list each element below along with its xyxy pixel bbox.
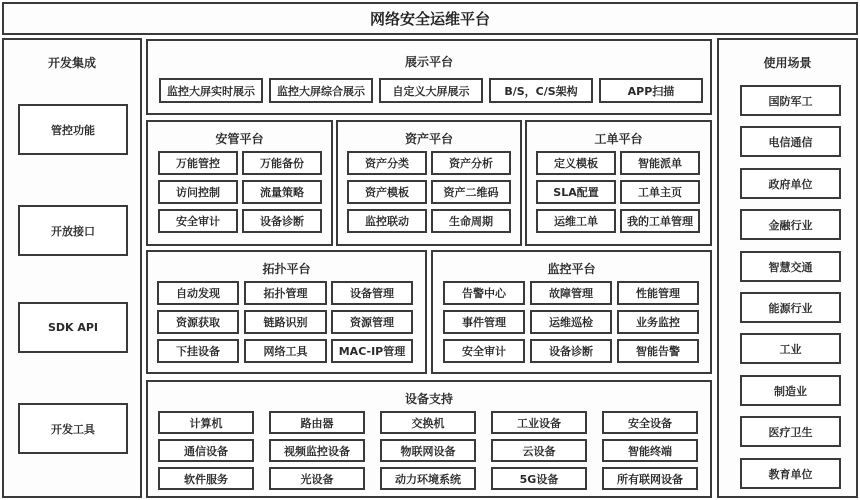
right-panel-title: 使用场景 bbox=[763, 56, 812, 70]
use-case-item[interactable] bbox=[740, 292, 841, 323]
use-case-item[interactable] bbox=[740, 209, 841, 240]
ticket-item[interactable] bbox=[620, 180, 700, 204]
monitor-item-label: 业务监控 bbox=[636, 316, 680, 329]
device-item[interactable] bbox=[602, 411, 698, 434]
use-case-label: 电信通信 bbox=[768, 135, 813, 149]
device-item-label: 云设备 bbox=[522, 444, 556, 458]
monitor-item-label: 告警中心 bbox=[462, 287, 506, 300]
ticket-item-label: 定义模板 bbox=[554, 157, 598, 170]
use-case-item[interactable] bbox=[740, 126, 841, 157]
monitor-item[interactable] bbox=[530, 281, 612, 305]
display-item[interactable] bbox=[489, 78, 593, 103]
monitor-item-label: 智能告警 bbox=[636, 345, 680, 358]
left-item-label: SDK API bbox=[47, 321, 99, 334]
device-item[interactable] bbox=[380, 411, 476, 434]
device-item-label: 所有联网设备 bbox=[617, 472, 683, 486]
use-case-label: 国防军工 bbox=[768, 94, 813, 108]
device-item[interactable] bbox=[602, 467, 698, 490]
use-case-item[interactable] bbox=[740, 251, 841, 282]
device-item[interactable] bbox=[380, 467, 476, 490]
device-item[interactable] bbox=[158, 411, 254, 434]
topology-item[interactable] bbox=[157, 339, 239, 363]
asset-item[interactable] bbox=[431, 151, 511, 175]
monitor-item[interactable] bbox=[443, 281, 525, 305]
topology-item-label: 资源获取 bbox=[176, 316, 220, 329]
monitor-item-label: 安全审计 bbox=[462, 345, 506, 358]
display-item[interactable] bbox=[269, 78, 373, 103]
topology-platform bbox=[146, 250, 427, 374]
security-item-label: 万能备份 bbox=[260, 157, 304, 170]
monitor-item[interactable] bbox=[617, 281, 699, 305]
device-item-label: 物联网设备 bbox=[400, 444, 456, 458]
page-title: 网络安全运维平台 bbox=[369, 10, 490, 28]
monitor-item[interactable] bbox=[617, 339, 699, 363]
display-item-label: 监控大屏综合展示 bbox=[277, 84, 365, 98]
security-item-label: 万能管控 bbox=[176, 157, 220, 170]
use-case-item[interactable] bbox=[740, 416, 841, 447]
security-item[interactable] bbox=[242, 209, 322, 233]
left-item-label: 开发工具 bbox=[51, 422, 95, 436]
device-item-label: 安全设备 bbox=[628, 416, 672, 430]
topology-item[interactable] bbox=[331, 281, 413, 305]
security-item[interactable] bbox=[158, 151, 238, 175]
monitor-item[interactable] bbox=[443, 339, 525, 363]
left-panel-dev-integration bbox=[2, 38, 142, 498]
use-case-label: 教育单位 bbox=[768, 467, 813, 481]
device-item-label: 计算机 bbox=[189, 416, 223, 430]
monitor-item-label: 事件管理 bbox=[462, 316, 506, 329]
ticket-platform bbox=[525, 120, 712, 246]
security-item-label: 安全审计 bbox=[176, 215, 220, 228]
device-item[interactable] bbox=[269, 439, 365, 462]
asset-item[interactable] bbox=[347, 151, 427, 175]
device-item-label: 通信设备 bbox=[184, 444, 228, 458]
asset-item[interactable] bbox=[347, 209, 427, 233]
ticket-item[interactable] bbox=[536, 180, 616, 204]
asset-platform-title: 资产平台 bbox=[404, 132, 453, 146]
asset-item-label: 生命周期 bbox=[449, 215, 493, 228]
device-item-label: 软件服务 bbox=[184, 472, 228, 486]
use-case-label: 工业 bbox=[779, 342, 802, 356]
use-case-item[interactable] bbox=[740, 375, 841, 406]
topology-item[interactable] bbox=[157, 310, 239, 334]
right-panel-use-cases bbox=[717, 38, 858, 498]
asset-item-label: 资产模板 bbox=[365, 186, 409, 199]
asset-item-label: 监控联动 bbox=[365, 215, 409, 228]
topology-item-label: MAC-IP管理 bbox=[338, 345, 406, 358]
device-item[interactable] bbox=[158, 439, 254, 462]
asset-item[interactable] bbox=[347, 180, 427, 204]
asset-item-label: 资产分类 bbox=[365, 157, 409, 170]
ticket-item[interactable] bbox=[536, 151, 616, 175]
display-item[interactable] bbox=[159, 78, 263, 103]
ticket-item-label: SLA配置 bbox=[553, 186, 599, 199]
monitor-platform bbox=[431, 250, 712, 374]
security-item[interactable] bbox=[158, 180, 238, 204]
ticket-item-label: 智能派单 bbox=[638, 157, 682, 170]
monitor-item-label: 运维巡检 bbox=[549, 316, 593, 329]
left-item-label: 开放接口 bbox=[51, 224, 95, 238]
display-item-label: 自定义大屏展示 bbox=[392, 84, 470, 98]
topology-platform-title: 拓扑平台 bbox=[262, 262, 311, 276]
asset-item-label: 资产二维码 bbox=[443, 186, 499, 199]
device-support bbox=[146, 380, 712, 498]
topology-item[interactable] bbox=[244, 310, 327, 334]
topology-item-label: 下挂设备 bbox=[176, 345, 220, 358]
ticket-item[interactable] bbox=[536, 209, 616, 233]
topology-item[interactable] bbox=[244, 281, 327, 305]
monitor-item[interactable] bbox=[530, 310, 612, 334]
device-item[interactable] bbox=[380, 439, 476, 462]
topology-item-label: 设备管理 bbox=[350, 287, 394, 300]
display-item-label: 监控大屏实时展示 bbox=[167, 84, 255, 98]
security-item[interactable] bbox=[242, 180, 322, 204]
display-item-label: APP扫描 bbox=[627, 84, 675, 98]
security-platform bbox=[146, 120, 333, 246]
device-item[interactable] bbox=[158, 467, 254, 490]
ticket-platform-title: 工单平台 bbox=[594, 132, 643, 146]
device-item[interactable] bbox=[269, 467, 365, 490]
use-case-item[interactable] bbox=[740, 85, 841, 116]
use-case-label: 制造业 bbox=[774, 384, 807, 398]
ticket-item[interactable] bbox=[620, 151, 700, 175]
security-platform-title: 安管平台 bbox=[215, 132, 264, 146]
device-item-label: 5G设备 bbox=[519, 472, 559, 486]
device-item-label: 智能终端 bbox=[628, 444, 672, 458]
left-panel-title: 开发集成 bbox=[47, 56, 96, 70]
monitor-item[interactable] bbox=[617, 310, 699, 334]
monitor-item-label: 故障管理 bbox=[549, 287, 593, 300]
device-item-label: 动力环境系统 bbox=[395, 472, 461, 486]
device-item[interactable] bbox=[491, 411, 587, 434]
ticket-item-label: 我的工单管理 bbox=[627, 215, 693, 228]
monitor-item[interactable] bbox=[530, 339, 612, 363]
topology-item[interactable] bbox=[331, 310, 413, 334]
use-case-label: 金融行业 bbox=[768, 218, 813, 232]
display-item[interactable] bbox=[379, 78, 483, 103]
device-item-label: 工业设备 bbox=[517, 416, 561, 430]
device-item[interactable] bbox=[491, 467, 587, 490]
topology-item-label: 网络工具 bbox=[263, 345, 308, 358]
security-item-label: 设备诊断 bbox=[260, 215, 304, 228]
use-case-label: 医疗卫生 bbox=[768, 425, 813, 439]
display-platform bbox=[146, 39, 712, 115]
security-item[interactable] bbox=[158, 209, 238, 233]
monitor-item[interactable] bbox=[443, 310, 525, 334]
ticket-item-label: 工单主页 bbox=[638, 186, 682, 199]
asset-item[interactable] bbox=[431, 209, 511, 233]
topology-item-label: 链路识别 bbox=[263, 316, 308, 329]
device-item-label: 路由器 bbox=[300, 416, 334, 430]
topology-item-label: 拓扑管理 bbox=[263, 287, 308, 300]
topology-item-label: 自动发现 bbox=[176, 287, 220, 300]
device-item[interactable] bbox=[602, 439, 698, 462]
security-item-label: 流量策略 bbox=[260, 186, 304, 199]
left-item-dev-tools[interactable] bbox=[18, 403, 128, 454]
topology-item[interactable] bbox=[244, 339, 327, 363]
device-item-label: 视频监控设备 bbox=[284, 444, 350, 458]
use-case-item[interactable] bbox=[740, 458, 841, 489]
security-item-label: 访问控制 bbox=[176, 186, 220, 199]
monitor-item-label: 性能管理 bbox=[636, 287, 680, 300]
use-case-item[interactable] bbox=[740, 333, 841, 364]
topology-item[interactable] bbox=[157, 281, 239, 305]
display-platform-title: 展示平台 bbox=[404, 55, 453, 69]
security-item[interactable] bbox=[242, 151, 322, 175]
left-item-control[interactable] bbox=[18, 104, 128, 155]
use-case-label: 智慧交通 bbox=[768, 260, 813, 274]
left-item-label: 管控功能 bbox=[51, 123, 95, 137]
display-item[interactable] bbox=[599, 78, 703, 103]
left-item-open-interface[interactable] bbox=[18, 205, 128, 256]
device-support-title: 设备支持 bbox=[404, 392, 453, 406]
use-case-label: 能源行业 bbox=[768, 301, 813, 315]
monitor-platform-title: 监控平台 bbox=[547, 262, 596, 276]
ticket-item-label: 运维工单 bbox=[554, 215, 598, 228]
device-item-label: 光设备 bbox=[300, 472, 334, 486]
asset-platform bbox=[336, 120, 522, 246]
use-case-item[interactable] bbox=[740, 168, 841, 199]
device-item[interactable] bbox=[269, 411, 365, 434]
device-item-label: 交换机 bbox=[411, 416, 445, 430]
device-item[interactable] bbox=[491, 439, 587, 462]
asset-item-label: 资产分析 bbox=[449, 157, 493, 170]
left-item-sdk-api[interactable] bbox=[18, 302, 128, 353]
page-title-bar bbox=[2, 2, 858, 35]
asset-item[interactable] bbox=[431, 180, 511, 204]
monitor-item-label: 设备诊断 bbox=[549, 345, 593, 358]
topology-item-label: 资源管理 bbox=[350, 316, 394, 329]
display-item-label: B/S，C/S架构 bbox=[504, 84, 578, 98]
topology-item[interactable] bbox=[331, 339, 413, 363]
use-case-label: 政府单位 bbox=[768, 177, 813, 191]
ticket-item[interactable] bbox=[620, 209, 700, 233]
